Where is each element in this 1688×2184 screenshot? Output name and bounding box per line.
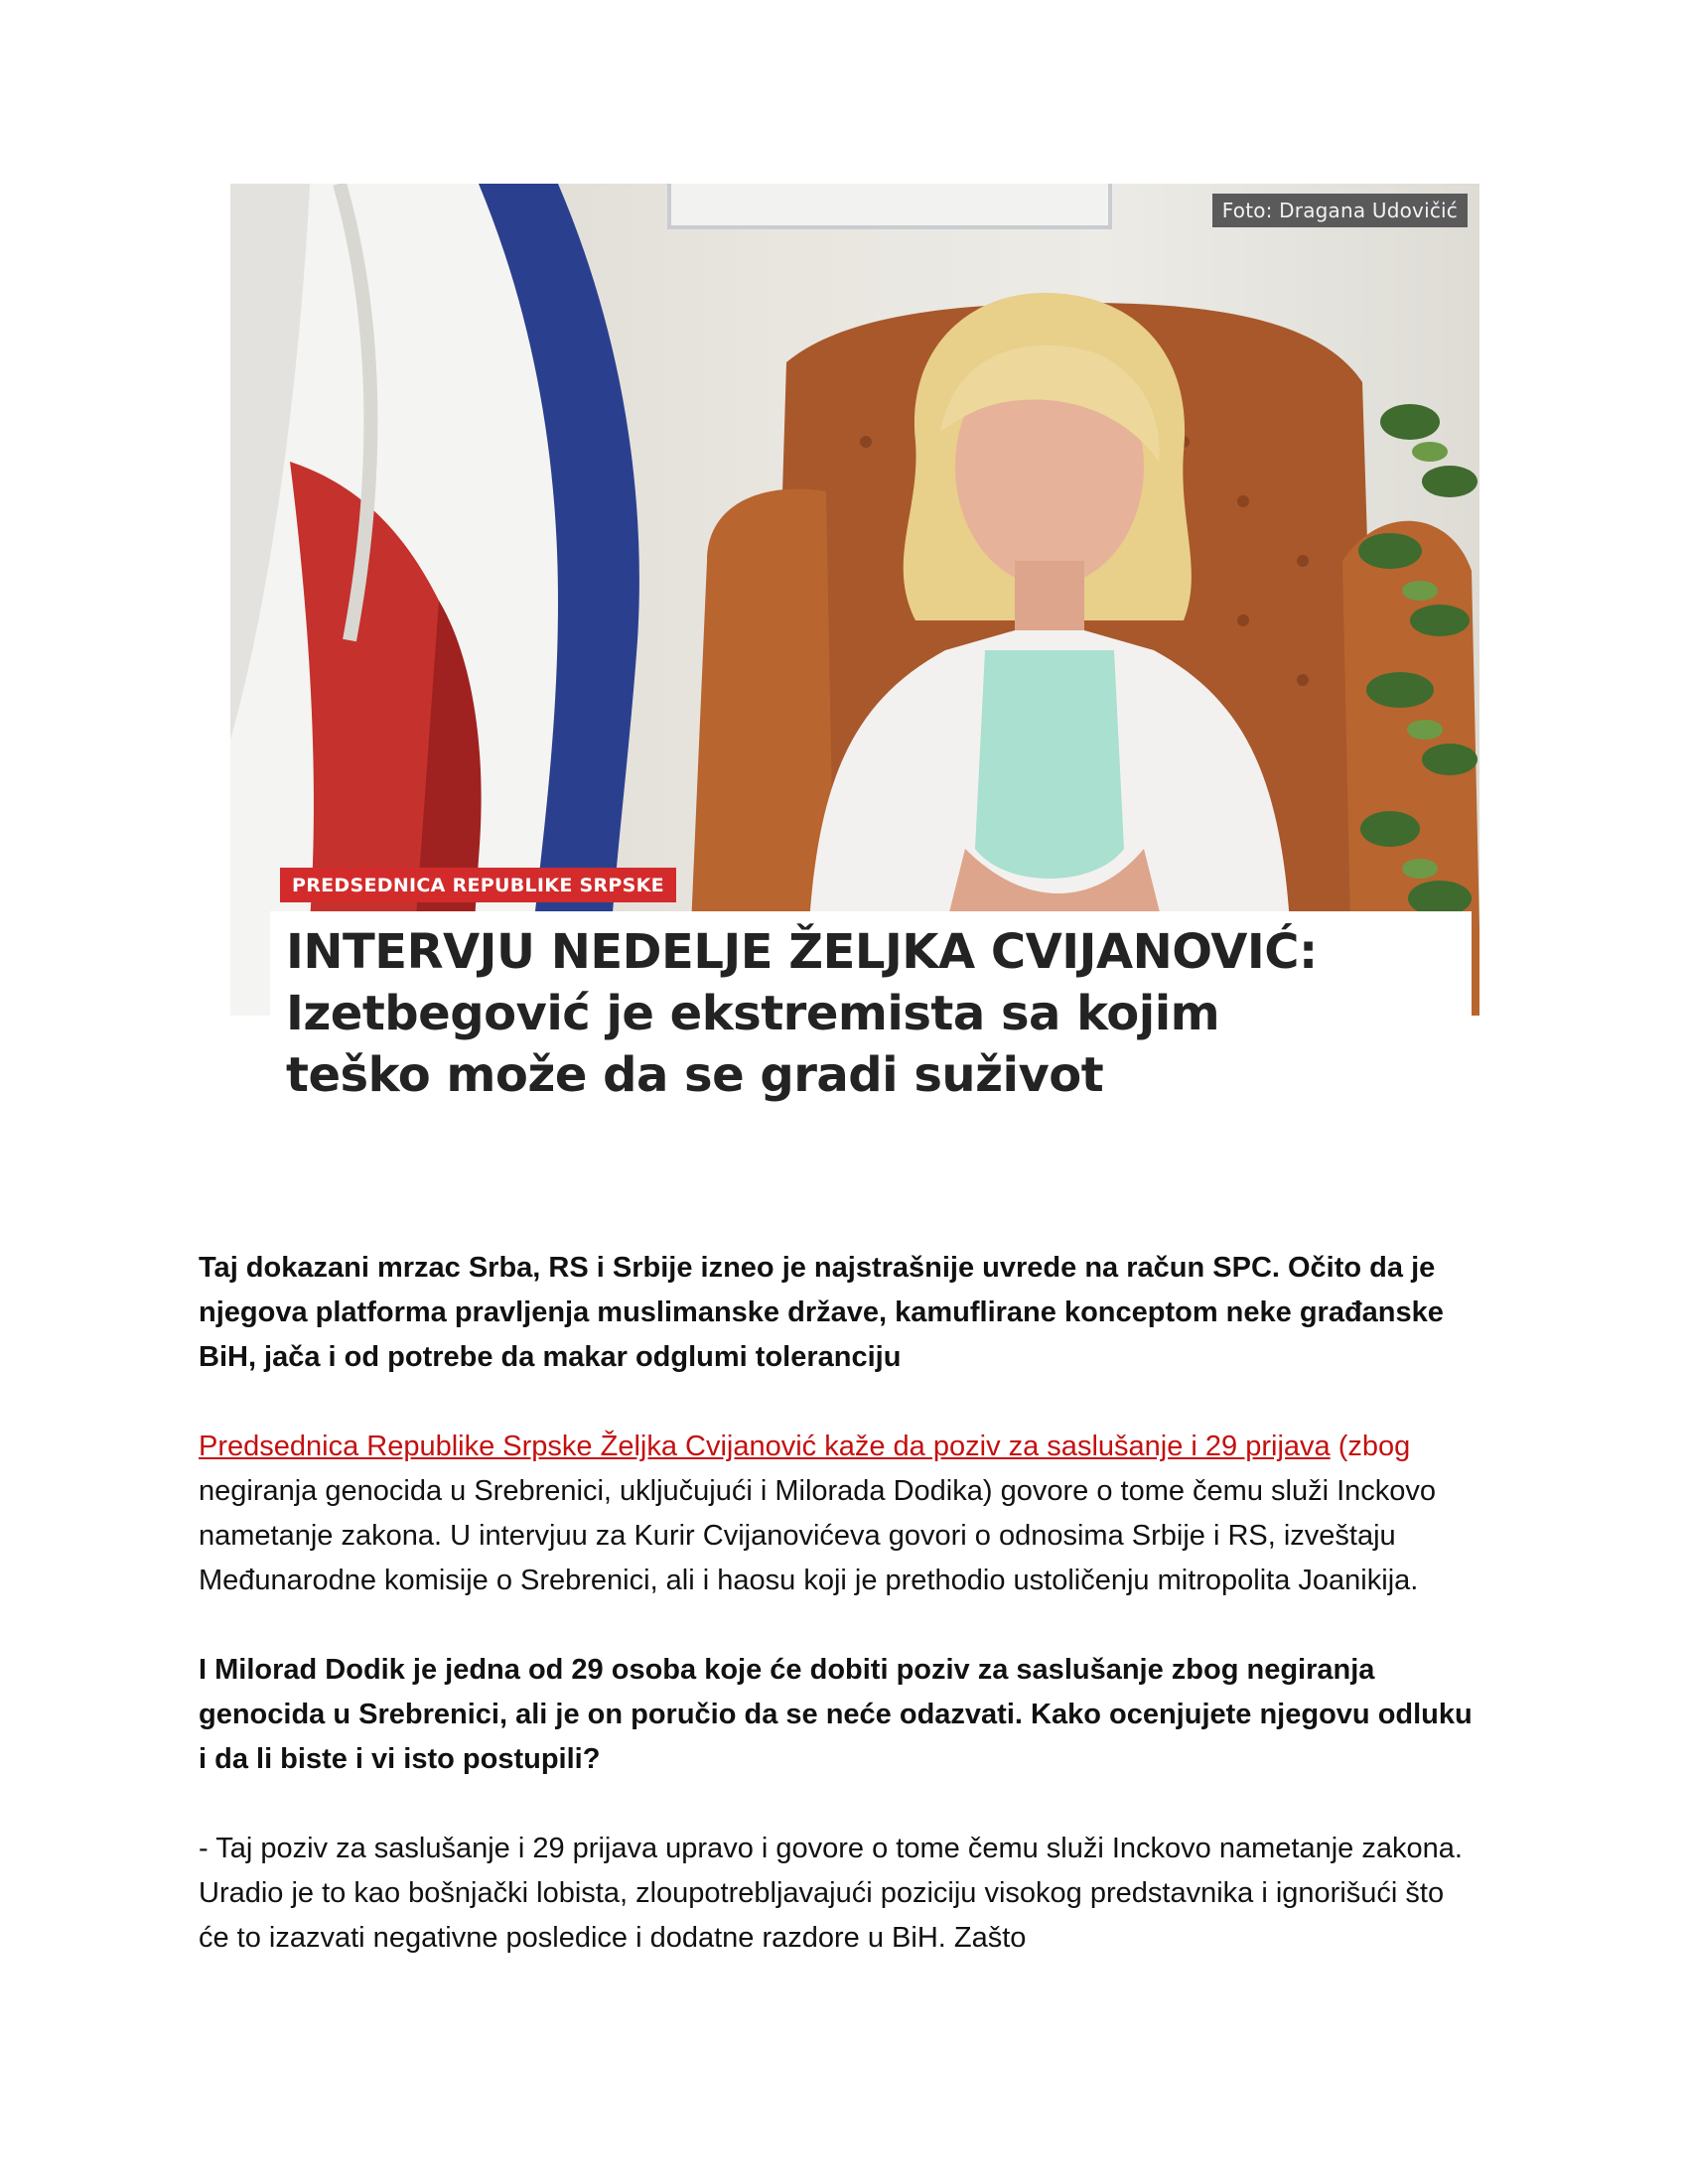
photo-credit: Foto: Dragana Udovičić	[1212, 194, 1468, 227]
article-intro	[199, 1425, 1479, 1603]
headline-box	[270, 911, 1472, 1114]
intro-link[interactable]: Predsednica Republike Srpske Željka Cvijanović kaže da poziv za saslušanje i 29 prijava	[199, 1431, 1331, 1462]
headline-line-3: teško može da se gradi suživot	[286, 1047, 1104, 1103]
interview-question: I Milorad Dodik je jedna od 29 osoba koje će dobiti poziv za saslušanje zbog negiranja genocida u Srebrenici, ali je on poručio da se neće odazvati. Kako ocenjujete njegovu odluku i da li biste i vi isto postupili?	[199, 1654, 1473, 1775]
headline	[286, 921, 1456, 1106]
article-body	[199, 1246, 1479, 2005]
kicker-label: PREDSEDNICA REPUBLIKE SRPSKE	[280, 868, 676, 902]
photo-wall-frame	[667, 184, 1112, 229]
plant-illustration	[1331, 362, 1479, 998]
headline-line-2: Izetbegović je ekstremista sa kojim	[286, 986, 1220, 1041]
intro-text: negiranja genocida u Srebrenici, uključujući i Milorada Dodika) govore o tome čemu služi Inckovo nametanje zakona. U intervjuu za Kurir Cvijanovićeva govori o odnosima Srbije i RS, izveštaju Međunarodne komisije o Srebrenici, ali i haosu koji je prethodio ustoličenju mitropolita Joanikija.	[199, 1475, 1437, 1596]
interview-answer: - Taj poziv za saslušanje i 29 prijava upravo i govore o tome čemu služi Inckovo nametanje zakona. Uradio je to kao bošnjački lobista, zloupotrebljavajući poziciju visokog predstavnika i ignorišući što će to izazvati negativne posledice i dodatne razdore u BiH. Zašto	[199, 1833, 1463, 1954]
woman-illustration	[767, 293, 1323, 1016]
headline-line-1: INTERVJU NEDELJE ŽELJKA CVIJANOVIĆ:	[286, 924, 1318, 980]
intro-link-tail: (zbog	[1337, 1431, 1411, 1462]
article-lede: Taj dokazani mrzac Srba, RS i Srbije izneo je najstrašnije uvrede na račun SPC. Očito da je njegova platforma pravljenja muslimanske države, kamuflirane konceptom neke građanske BiH, jača i od potrebe da makar odglumi toleranciju	[199, 1252, 1444, 1373]
